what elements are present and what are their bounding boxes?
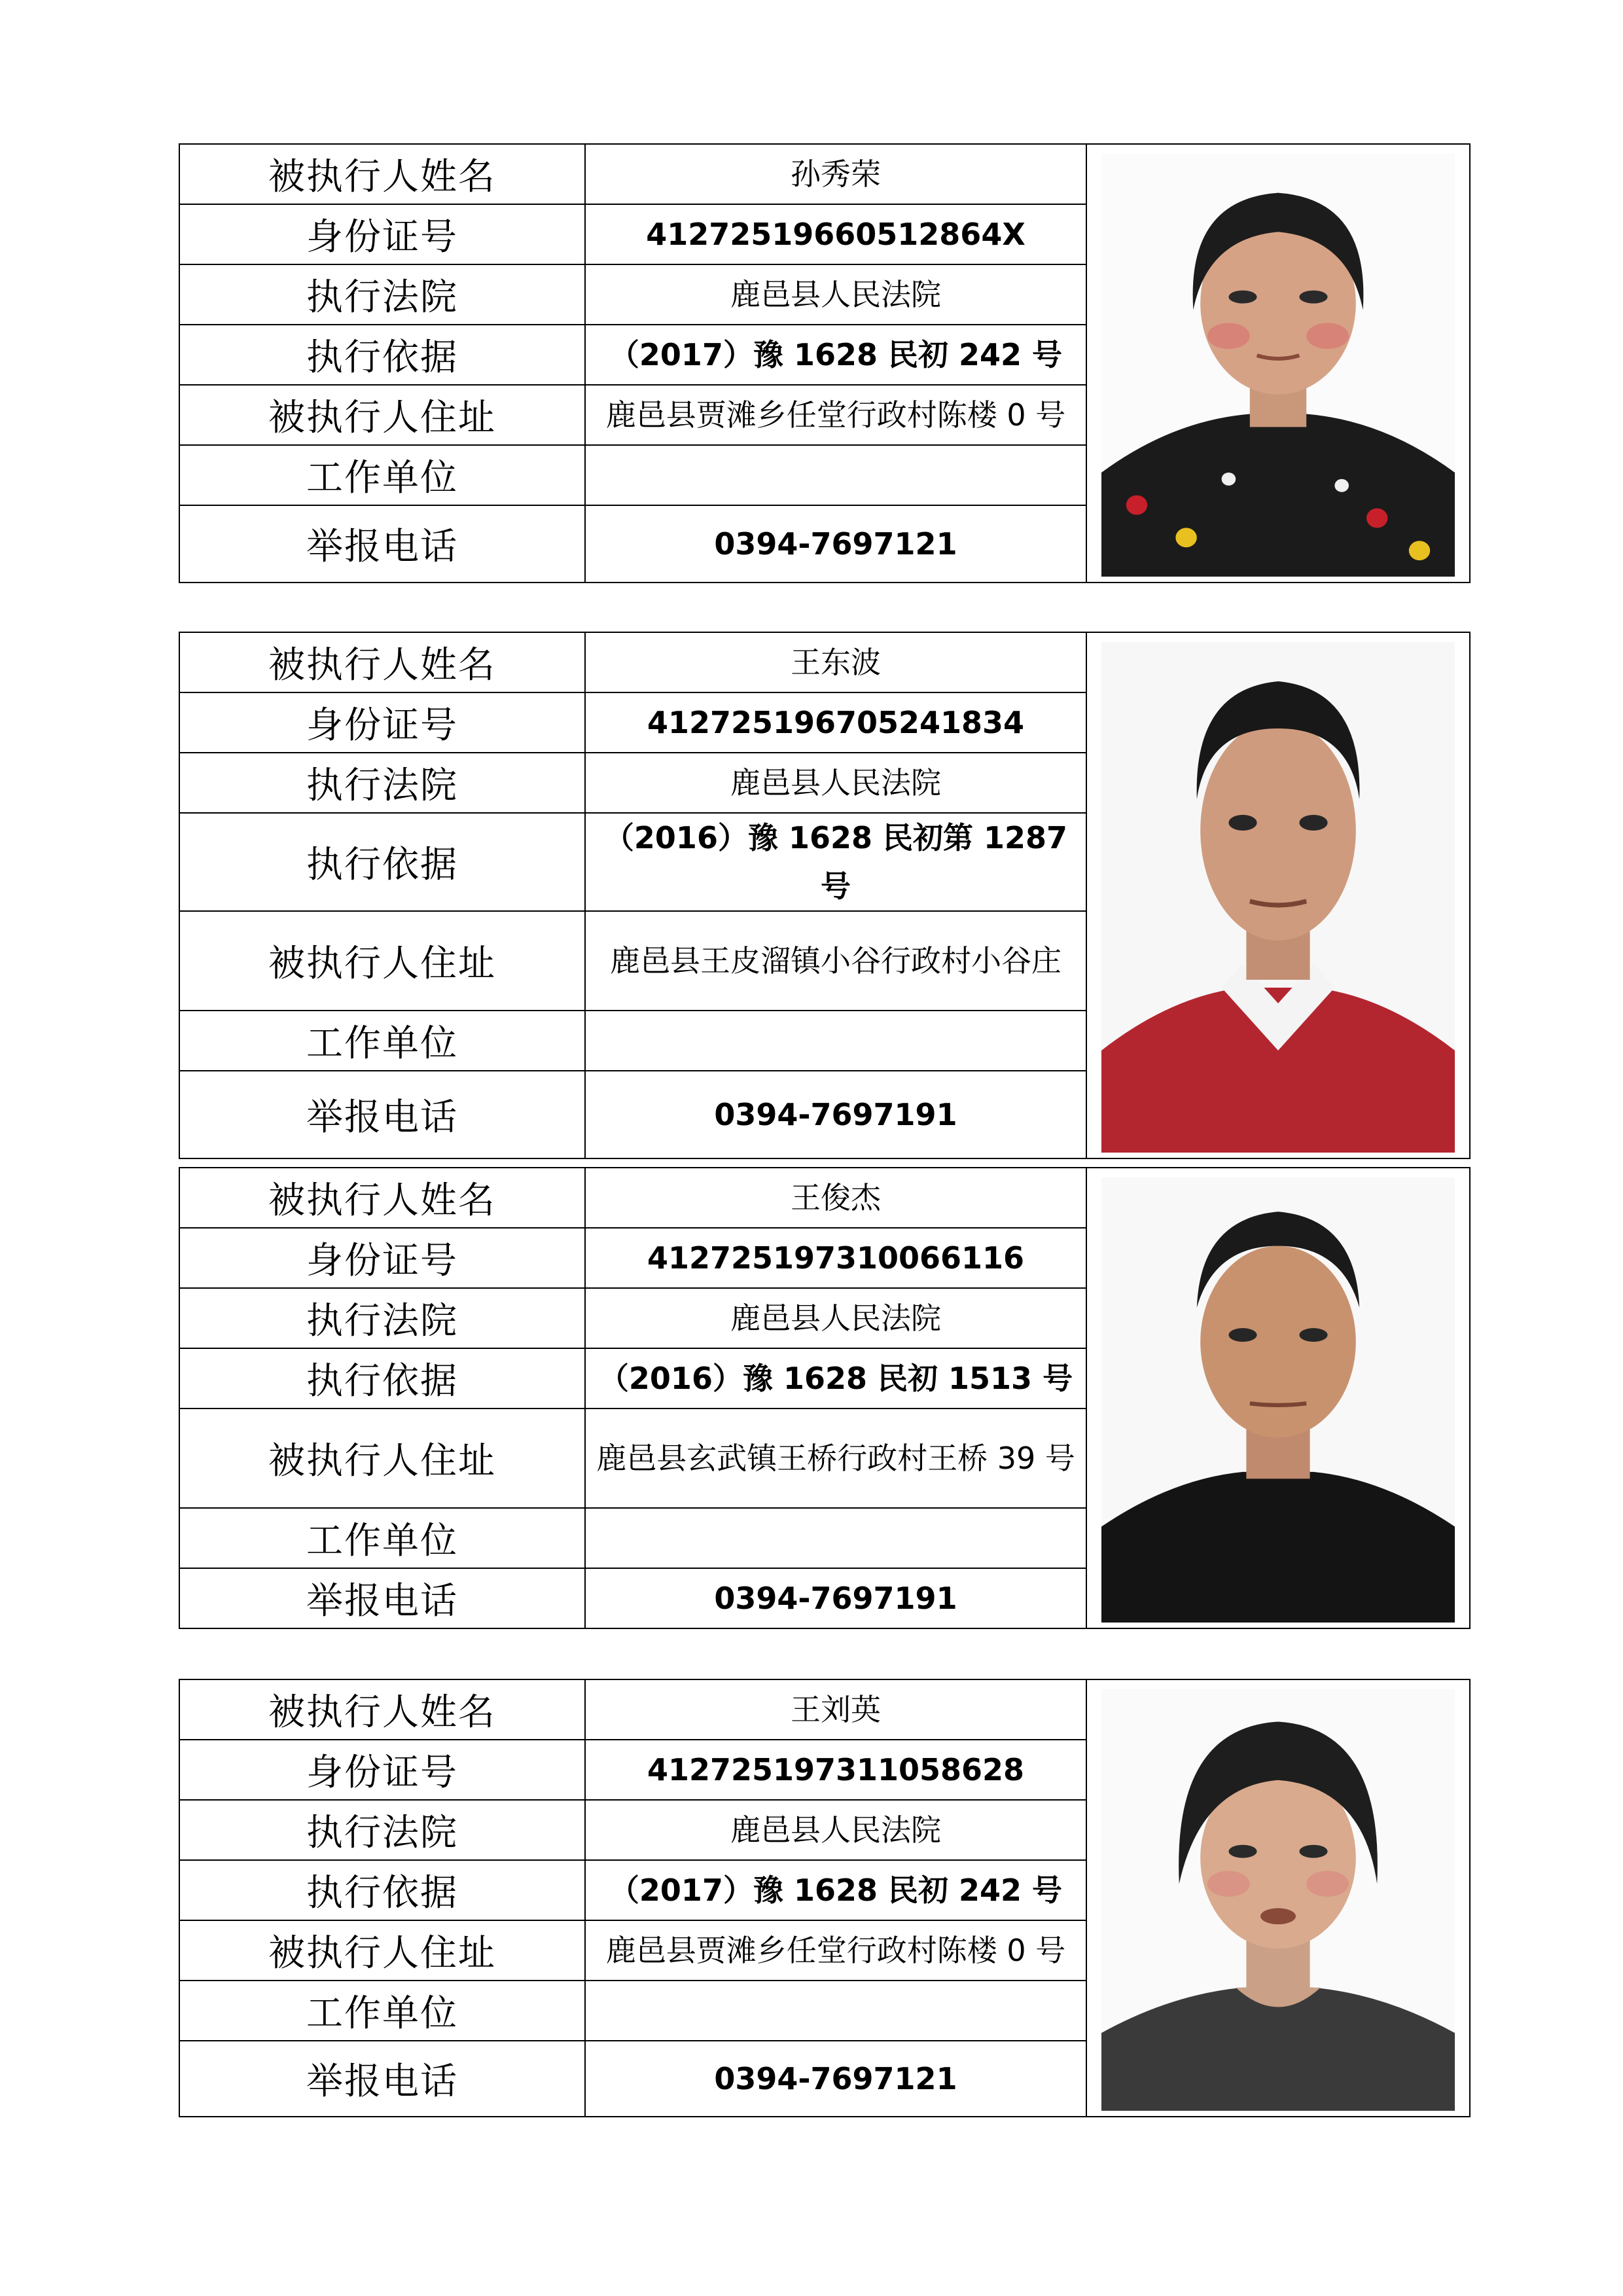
court-value: 鹿邑县人民法院 <box>585 1288 1086 1348</box>
employer-value <box>585 1981 1086 2041</box>
name-value: 王东波 <box>585 632 1086 692</box>
phone-value: 0394-7697191 <box>585 1071 1086 1158</box>
id-number-label: 身份证号 <box>179 1740 585 1800</box>
name-label: 被执行人姓名 <box>179 632 585 692</box>
phone-value: 0394-7697191 <box>585 1568 1086 1628</box>
portrait-photo <box>1101 1177 1455 1623</box>
phone-value: 0394-7697121 <box>585 2041 1086 2117</box>
photo-cell <box>1086 632 1470 1158</box>
id-number-label: 身份证号 <box>179 692 585 753</box>
portrait-photo <box>1101 642 1455 1153</box>
employer-value <box>585 1011 1086 1071</box>
basis-label: 执行依据 <box>179 325 585 385</box>
employer-label: 工作单位 <box>179 1981 585 2041</box>
basis-value: （2016）豫 1628 民初 1513 号 <box>585 1348 1086 1408</box>
basis-label: 执行依据 <box>179 1348 585 1408</box>
name-value: 王俊杰 <box>585 1168 1086 1228</box>
debtor-record <box>179 632 1471 1159</box>
id-number-label: 身份证号 <box>179 204 585 264</box>
debtor-record <box>179 143 1471 583</box>
portrait-photo <box>1101 1689 1455 2111</box>
basis-label: 执行依据 <box>179 1860 585 1920</box>
address-label: 被执行人住址 <box>179 1408 585 1508</box>
address-value: 鹿邑县贾滩乡任堂行政村陈楼 0 号 <box>585 1920 1086 1981</box>
employer-value <box>585 1508 1086 1568</box>
court-value: 鹿邑县人民法院 <box>585 264 1086 325</box>
address-label: 被执行人住址 <box>179 385 585 445</box>
name-label: 被执行人姓名 <box>179 144 585 204</box>
name-value: 王刘英 <box>585 1679 1086 1740</box>
phone-label: 举报电话 <box>179 1071 585 1158</box>
debtor-record <box>179 1679 1471 2117</box>
employer-label: 工作单位 <box>179 1508 585 1568</box>
id-number-label: 身份证号 <box>179 1228 585 1288</box>
address-value: 鹿邑县贾滩乡任堂行政村陈楼 0 号 <box>585 385 1086 445</box>
phone-label: 举报电话 <box>179 2041 585 2117</box>
portrait-photo <box>1101 154 1455 577</box>
photo-cell <box>1086 1168 1470 1628</box>
name-label: 被执行人姓名 <box>179 1168 585 1228</box>
court-value: 鹿邑县人民法院 <box>585 1800 1086 1860</box>
basis-value: （2016）豫 1628 民初第 1287 号 <box>585 813 1086 911</box>
basis-value: （2017）豫 1628 民初 242 号 <box>585 1860 1086 1920</box>
employer-value <box>585 445 1086 505</box>
basis-label: 执行依据 <box>179 813 585 911</box>
basis-value: （2017）豫 1628 民初 242 号 <box>585 325 1086 385</box>
photo-cell <box>1086 1679 1470 2117</box>
id-number-value: 412725197310066116 <box>585 1228 1086 1288</box>
employer-label: 工作单位 <box>179 1011 585 1071</box>
employer-label: 工作单位 <box>179 445 585 505</box>
name-label: 被执行人姓名 <box>179 1679 585 1740</box>
court-label: 执行法院 <box>179 264 585 325</box>
address-label: 被执行人住址 <box>179 1920 585 1981</box>
id-number-value: 412725197311058628 <box>585 1740 1086 1800</box>
court-value: 鹿邑县人民法院 <box>585 753 1086 813</box>
address-value: 鹿邑县玄武镇王桥行政村王桥 39 号 <box>585 1408 1086 1508</box>
phone-value: 0394-7697121 <box>585 505 1086 583</box>
address-value: 鹿邑县王皮溜镇小谷行政村小谷庄 <box>585 911 1086 1011</box>
address-label: 被执行人住址 <box>179 911 585 1011</box>
court-label: 执行法院 <box>179 1800 585 1860</box>
phone-label: 举报电话 <box>179 1568 585 1628</box>
debtor-record <box>179 1167 1471 1629</box>
id-number-value: 41272519660512864X <box>585 204 1086 264</box>
id-number-value: 412725196705241834 <box>585 692 1086 753</box>
court-label: 执行法院 <box>179 1288 585 1348</box>
photo-cell <box>1086 144 1470 583</box>
phone-label: 举报电话 <box>179 505 585 583</box>
court-label: 执行法院 <box>179 753 585 813</box>
name-value: 孙秀荣 <box>585 144 1086 204</box>
